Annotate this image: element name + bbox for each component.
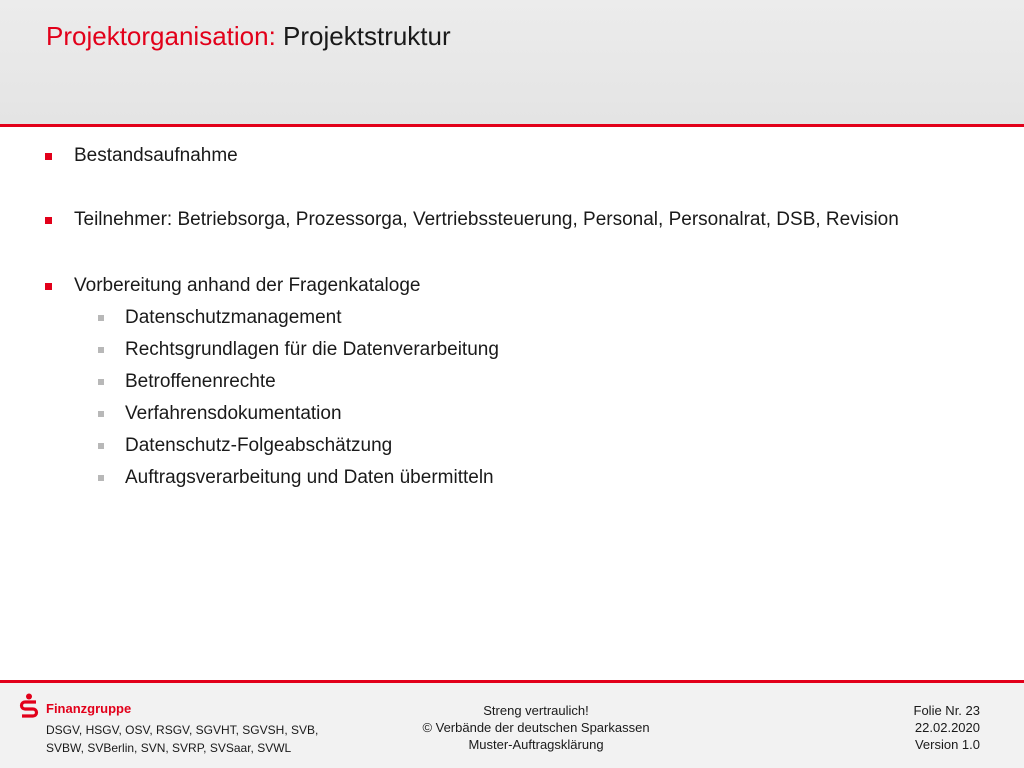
sub-bullet-item (44, 306, 994, 338)
slide-content (44, 144, 994, 498)
footer-divider (0, 680, 1024, 683)
slide-number: Folie Nr. 23 (913, 703, 980, 718)
footer-slide-info (914, 702, 980, 753)
sub-bullet-item (44, 466, 994, 498)
slide-title-colored: Projektorganisation: (46, 21, 276, 51)
slide-header (0, 0, 1024, 124)
sub-bullet-square-icon (98, 315, 104, 321)
slide-date: 22.02.2020 (914, 720, 980, 735)
sub-bullet-text: Verfahrensdokumentation (125, 403, 342, 424)
sub-bullet-text: Rechtsgrundlagen für die Datenverarbeitung (125, 339, 499, 360)
sub-bullet-text: Betroffenenrechte (125, 371, 276, 392)
sub-bullet-item (44, 370, 994, 402)
sub-bullet-square-icon (98, 443, 104, 449)
sub-bullet-square-icon (98, 475, 104, 481)
bullet-item (44, 274, 994, 298)
bullet-item (44, 144, 994, 168)
bullet-text: Vorbereitung anhand der Fragenkataloge (74, 275, 421, 296)
sparkasse-s-icon (19, 693, 39, 719)
organization-line: SVBW, SVBerlin, SVN, SVRP, SVSaar, SVWL (46, 741, 292, 755)
bullet-item (44, 208, 1004, 232)
brand-name: Finanzgruppe (46, 701, 132, 716)
header-divider (0, 124, 1024, 127)
bullet-square-icon (45, 217, 52, 224)
confidentiality-note: Streng vertraulich! (483, 703, 589, 718)
footer-center-notes (386, 702, 686, 753)
slide-version: Version 1.0 (914, 737, 980, 752)
sub-bullet-square-icon (98, 347, 104, 353)
slide-title-rest: Projektstruktur (283, 21, 451, 51)
sub-bullet-text: Auftragsverarbeitung und Daten übermitteln (125, 467, 494, 488)
organization-list (46, 721, 366, 757)
bullet-text: Bestandsaufnahme (74, 145, 238, 166)
sub-bullet-text: Datenschutzmanagement (125, 307, 342, 328)
document-name: Muster-Auftragsklärung (468, 737, 604, 752)
sub-bullet-item (44, 402, 994, 434)
bullet-text: Teilnehmer: Betriebsorga, Prozessorga, Vertriebssteuerung, Personal, Personalrat, DSB, Revision (74, 209, 899, 230)
bullet-square-icon (45, 283, 52, 290)
bullet-square-icon (45, 153, 52, 160)
sub-bullet-text: Datenschutz-Folgeabschätzung (125, 435, 393, 456)
organization-line: DSGV, HSGV, OSV, RSGV, SGVHT, SGVSH, SVB, (46, 723, 319, 737)
slide-title (46, 19, 451, 53)
sub-bullet-square-icon (98, 411, 104, 417)
copyright-note: © Verbände der deutschen Sparkassen (422, 720, 650, 735)
sub-bullet-square-icon (98, 379, 104, 385)
sub-bullet-item (44, 338, 994, 370)
sub-bullet-item (44, 434, 994, 466)
